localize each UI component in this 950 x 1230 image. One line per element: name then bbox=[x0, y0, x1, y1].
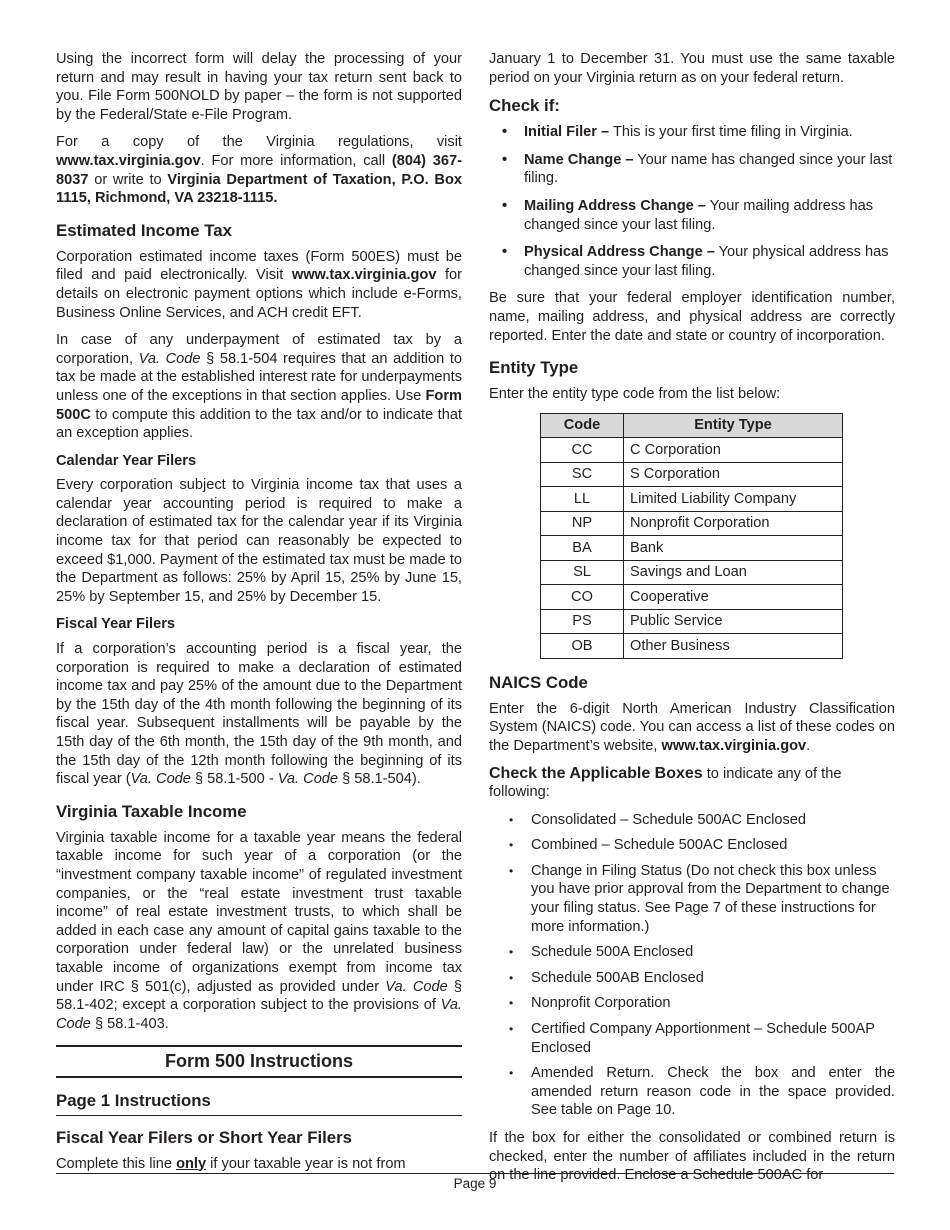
text: § 58.1-403. bbox=[90, 1015, 169, 1032]
item-label: Name Change – bbox=[524, 151, 634, 168]
form-section-title: Form 500 Instructions bbox=[56, 1045, 462, 1078]
list-item: • Nonprofit Corporation bbox=[489, 994, 895, 1013]
section-heading: Estimated Income Tax bbox=[56, 220, 232, 240]
table-row bbox=[541, 511, 843, 536]
paragraph bbox=[56, 133, 462, 207]
text: to indicate any of the following: bbox=[489, 765, 842, 801]
table-row bbox=[541, 462, 843, 487]
table-cell: NP bbox=[541, 511, 624, 536]
citation: Va. Code bbox=[277, 771, 339, 788]
subsection-heading: Fiscal Year Filers bbox=[56, 616, 175, 633]
table-header-row bbox=[541, 413, 843, 438]
table-cell: LL bbox=[541, 487, 624, 512]
table-cell: C Corporation bbox=[624, 438, 843, 463]
text: or write to bbox=[88, 171, 168, 188]
text: Virginia taxable income for a taxable year means the federal taxable income for such year of a corporation (or the “investment company taxable income” of regulated investment companies, or the “real estate investment trust taxable income” of real estate investment trusts, to which shall be added in each case any amount of capital gains taxable to the corporation under federal law) or the unrelated business taxable income of organizations exempt from income tax under IRC § 501(c), adjusted as provided under bbox=[56, 829, 462, 995]
paragraph: Enter the entity type code from the list below: bbox=[489, 386, 781, 403]
left-column bbox=[56, 50, 462, 1182]
table-row bbox=[541, 536, 843, 561]
table-cell: SC bbox=[541, 462, 624, 487]
section-heading: Check if: bbox=[489, 96, 560, 116]
link-text: www.tax.virginia.gov bbox=[661, 737, 807, 754]
text: for details on electronic payment options which include e-Forms, Business Online Services, and ACH credit EFT. bbox=[56, 267, 462, 321]
page-number: Page 9 bbox=[453, 1176, 497, 1191]
table-cell: Savings and Loan bbox=[624, 560, 843, 585]
text: § 58.1-504 requires that an addition to tax be made at the established interest rate for underpayments unless one of the exceptions in that section applies. Use bbox=[56, 350, 463, 404]
link-text: www.tax.virginia.gov bbox=[291, 267, 437, 284]
paragraph bbox=[56, 331, 462, 443]
applicable-boxes-list bbox=[489, 811, 895, 1120]
list-item: • Consolidated – Schedule 500AC Enclosed bbox=[489, 811, 895, 830]
paragraph: Be sure that your federal employer identification number, name, mailing address, and physical address are correctly reported. Enter the date and state or country of incorporation. bbox=[489, 290, 895, 344]
paragraph: Using the incorrect form will delay the processing of your return and may result in having your tax return sent back to you. File Form 500NOLD by paper – the form is not supported by the Federal/State e-File Program. bbox=[56, 51, 462, 123]
paragraph bbox=[56, 640, 462, 789]
list-item bbox=[489, 151, 895, 188]
citation: Va. Code bbox=[385, 978, 448, 995]
section-heading: Entity Type bbox=[489, 358, 579, 378]
list-item bbox=[489, 243, 895, 280]
table-cell: BA bbox=[541, 536, 624, 561]
table-cell: SL bbox=[541, 560, 624, 585]
list-item: • Change in Filing Status (Do not check this box unless you have prior approval from the Department to change your filing status. See Page 7 of these instructions for more information.) bbox=[489, 862, 895, 936]
citation: Va. Code bbox=[130, 771, 191, 788]
table-row bbox=[541, 438, 843, 463]
text: to compute this addition to the tax and/or to indicate that an exception applies. bbox=[56, 406, 462, 442]
section-heading: Virginia Taxable Income bbox=[56, 801, 247, 821]
table-cell: Bank bbox=[624, 536, 843, 561]
section-heading: Fiscal Year Filers or Short Year Filers bbox=[56, 1127, 353, 1147]
item-text: Your name has changed since your last filing. bbox=[524, 151, 893, 187]
item-label: Initial Filer – bbox=[524, 124, 610, 141]
table-cell: S Corporation bbox=[624, 462, 843, 487]
table-row bbox=[541, 609, 843, 634]
paragraph bbox=[56, 248, 462, 322]
subsection-heading: Calendar Year Filers bbox=[56, 452, 197, 469]
text: Complete this line bbox=[56, 1155, 177, 1172]
list-item bbox=[489, 197, 895, 234]
text: § 58.1-504). bbox=[338, 771, 421, 788]
text: . bbox=[806, 737, 811, 754]
item-text: Your physical address has changed since your last filing. bbox=[524, 244, 889, 279]
page-instructions-heading: Page 1 Instructions bbox=[56, 1092, 462, 1116]
column-header: Entity Type bbox=[624, 413, 843, 438]
phone-number: (804) 367-8037 bbox=[56, 152, 462, 188]
form-reference: Form 500C bbox=[56, 387, 462, 423]
table-cell: OB bbox=[541, 634, 624, 659]
text: . For more information, call bbox=[200, 152, 392, 169]
table-cell: PS bbox=[541, 609, 624, 634]
entity-type-table bbox=[540, 413, 843, 659]
paragraph: If the box for either the consolidated or combined return is checked, enter the number of affiliates included in the return on the line provided. Enclose a Schedule 500AC for bbox=[489, 1130, 895, 1184]
table-cell: Public Service bbox=[624, 609, 843, 634]
text: Enter the 6-digit North American Industry Classification System (NAICS) code. You can access a list of these codes on the Department’s website, bbox=[489, 700, 895, 754]
column-header: Code bbox=[541, 413, 624, 438]
text: In case of any underpayment of estimated tax by a corporation, bbox=[56, 332, 462, 367]
table-cell: Limited Liability Company bbox=[624, 487, 843, 512]
table-cell: CC bbox=[541, 438, 624, 463]
table-row bbox=[541, 487, 843, 512]
list-item: • Certified Company Apportionment – Schedule 500AP Enclosed bbox=[489, 1020, 895, 1057]
text: For a copy of the Virginia regulations, visit bbox=[56, 134, 462, 151]
link-text: www.tax.virginia.gov bbox=[56, 152, 201, 169]
table-row bbox=[541, 585, 843, 610]
paragraph bbox=[56, 1155, 462, 1174]
paragraph bbox=[489, 700, 895, 756]
text: § 58.1-402; except a corporation subject to the provisions of bbox=[56, 978, 463, 1014]
text: if your taxable year is not from bbox=[206, 1155, 406, 1172]
list-item: • Amended Return. Check the box and enter the amended return reason code in the space provided. See table on Page 10. bbox=[489, 1064, 895, 1120]
check-list bbox=[489, 123, 895, 280]
paragraph: Every corporation subject to Virginia income tax that uses a calendar year accounting period is required to make a declaration of estimated tax for the calendar year if its Virginia income tax for that period can reasonably be expected to exceed $1,000. Payment of the estimated tax must be made to the Department as follows: 25% by April 15, 25% by June 15, 25% by September 15, and 25% by December 15. bbox=[56, 477, 462, 605]
citation: Va. Code bbox=[138, 350, 201, 367]
item-text: Your mailing address has changed since your last filing. bbox=[524, 197, 874, 233]
text: § 58.1-500 - bbox=[190, 771, 278, 788]
table-row bbox=[541, 560, 843, 585]
item-label: Physical Address Change – bbox=[524, 244, 715, 261]
table-cell: Cooperative bbox=[624, 585, 843, 610]
citation: Va. Code bbox=[56, 997, 462, 1032]
section-heading: NAICS Code bbox=[489, 672, 588, 692]
paragraph bbox=[56, 829, 462, 1034]
list-item: • Schedule 500AB Enclosed bbox=[489, 969, 895, 988]
list-item: • Schedule 500A Enclosed bbox=[489, 943, 895, 962]
emphasis: only bbox=[176, 1155, 207, 1172]
list-item: • Combined – Schedule 500AC Enclosed bbox=[489, 836, 895, 855]
lead-in-heading: Check the Applicable Boxes bbox=[489, 764, 703, 782]
table-cell: Other Business bbox=[624, 634, 843, 659]
table-row bbox=[541, 634, 843, 659]
table-cell: Nonprofit Corporation bbox=[624, 511, 843, 536]
text: Corporation estimated income taxes (Form 500ES) must be filed and paid electronically. Visit bbox=[56, 248, 462, 284]
mailing-address: Virginia Department of Taxation, P.O. Box 1115, Richmond, VA 23218-1115. bbox=[56, 171, 462, 207]
right-column bbox=[489, 50, 895, 1194]
footer-divider bbox=[56, 1173, 894, 1174]
item-label: Mailing Address Change – bbox=[524, 197, 706, 214]
text: If a corporation’s accounting period is a fiscal year, the corporation is required to make a declaration of estimated income tax and pay 25% of the amount due to the Department by the 15th day of the 4th month following the beginning of its fiscal year. Subsequent installments will be payable by the 15th day of the 6th month, the 15th day of the 9th month, and the 15th day of the 12th month following the beginning of its fiscal year ( bbox=[56, 641, 462, 788]
list-item bbox=[489, 123, 895, 142]
item-text: This is your first time filing in Virginia. bbox=[609, 124, 853, 141]
paragraph: January 1 to December 31. You must use the same taxable period on your Virginia return as on your federal return. bbox=[489, 51, 895, 86]
paragraph bbox=[489, 765, 895, 802]
table-cell: CO bbox=[541, 585, 624, 610]
